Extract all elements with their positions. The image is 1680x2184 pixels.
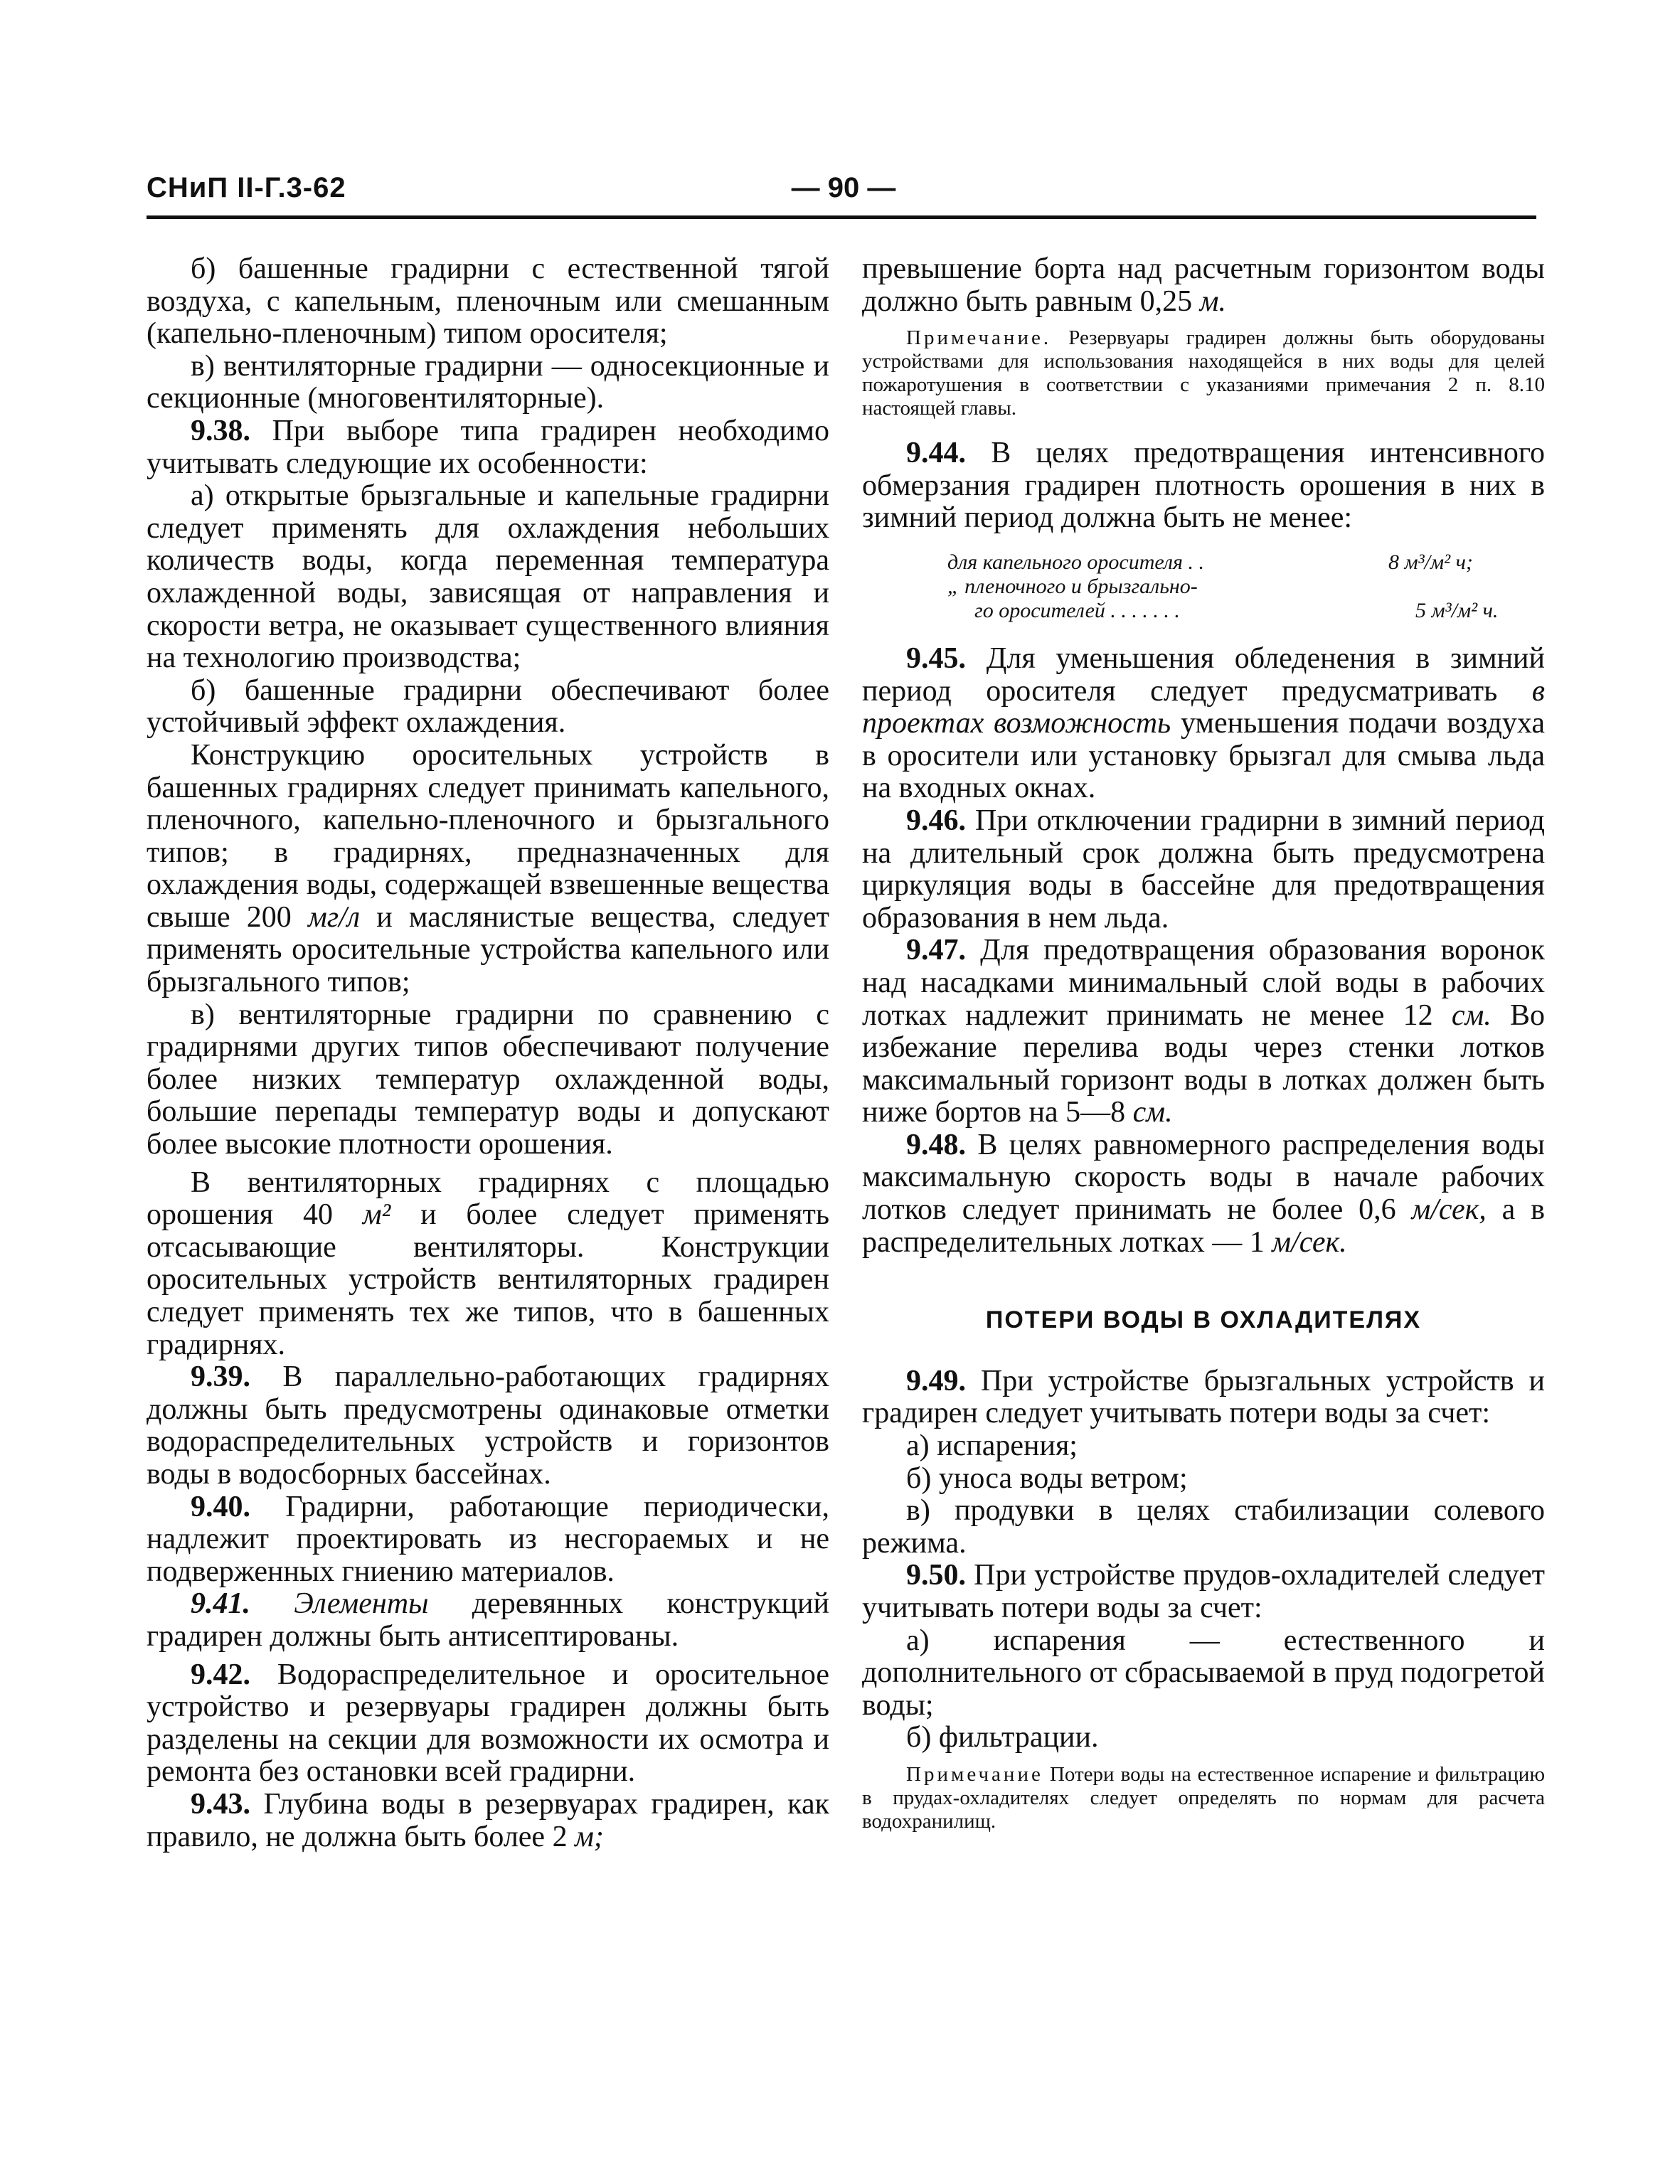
clause-number: 9.44.: [906, 437, 966, 470]
left-column: [147, 253, 829, 1853]
note: Примечание. Резервуары градирен должны быть оборудованы устройствами для использования находящейся в них воды для целей пожаротушения в соответствии с указаниями примечания 2 п. 8.10 настоящей главы.: [862, 326, 1546, 420]
clause-9-45: 9.45. Для уменьшения обледенения в зимний период оросителя следует предусматривать в проектах возможность уменьшения подачи воздуха в оросители или установку брызгал для смыва льда на входных окнах.: [862, 641, 1546, 805]
clause-number: 9.38.: [191, 414, 250, 447]
clause-9-50: 9.50. При устройстве прудов-охладителей следует учитывать потери воды за счет:: [862, 1559, 1546, 1624]
paragraph: б) башенные градирни обеспечивают более устойчивый эффект охлаждения.: [147, 673, 829, 740]
paragraph: в) вентиляторные градирни по сравнению с градирнями других типов обеспечивают получение более низких температур охлажденной воды, большие перепады температур воды и допускают более высокие плотности орошения.: [147, 998, 829, 1161]
note-label: Примечание.: [906, 326, 1052, 350]
paragraph: а) открытые брызгальные и капельные градирни следует применять для охлаждения небольших количеств воды, когда переменная температура охлажденной воды, зависящая от направления и скорости ветра, не оказывает существенного влияния на технологию производства;: [147, 479, 829, 675]
clause-9-48: 9.48. В целях равномерного распределения воды максимальную скорость воды в начале рабочих лотков следует принимать не более 0,6 м/сек, а в распределительных лотках — 1 м/сек.: [862, 1128, 1546, 1259]
clause-9-38: 9.38. При выборе типа градирен необходимо учитывать следующие их особенности:: [147, 414, 830, 480]
paragraph: В вентиляторных градирнях с площадью орошения 40 м² и более следует применять отсасывающие вентиляторы. Конструкции оросительных устройств вентиляторных градирен следует применять тех же типов, что в башенных градирнях.: [147, 1166, 830, 1361]
page-header: [147, 172, 1536, 218]
clause-number: 9.42.: [191, 1658, 250, 1691]
list-item: б) уноса воды ветром;: [906, 1461, 1188, 1495]
clause-number: 9.47.: [906, 934, 966, 967]
right-column: [862, 253, 1545, 1833]
header-rule: [147, 215, 1536, 219]
clause-9-46: 9.46. При отключении градирни в зимний период на длительный срок должна быть предусмотрена циркуляция воды в бассейне для предотвращения образования в нем льда.: [862, 804, 1545, 934]
list-item: а) испарения — естественного и дополнительного от сбрасываемой в пруд подогретой воды;: [862, 1624, 1545, 1722]
paragraph: в) вентиляторные градирни — односекционные и секционные (многовентиляторные).: [147, 349, 829, 415]
clause-9-39: 9.39. В параллельно-работающих градирнях должны быть предусмотрены одинаковые отметки водораспределительных устройств и горизонтов воды в водосборных бассейнах.: [147, 1360, 830, 1491]
norm-row: „ пленочного и брызгально-: [947, 574, 1198, 598]
paragraph: б) башенные градирни с естественной тягой воздуха, с капельным, пленочным или смешанным (капельно-пленочным) типом оросителя;: [147, 252, 829, 351]
list-item: а) испарения;: [906, 1429, 1078, 1463]
clause-number: 9.49.: [906, 1364, 966, 1397]
list-item: б) фильтрации.: [906, 1721, 1099, 1754]
clause-9-42: 9.42. Водораспределительное и оросительное устройство и резервуары градирен должны быть разделены на секции для возможности их осмотра и ремонта без остановки всей градирни.: [147, 1658, 830, 1789]
clause-number: 9.40.: [191, 1490, 250, 1523]
clause-9-44: 9.44. В целях предотвращения интенсивного обмерзания градирен плотность орошения в них в зимний период должна быть не менее:: [862, 437, 1546, 535]
norms-list: [947, 550, 1545, 623]
clause-9-47: 9.47. Для предотвращения образования воронок над насадками минимальный слой воды в рабочих лотках надлежит принимать не менее 12 см. Во избежание перелива воды через стенки лотков максимальный горизонт воды в лотках должен быть ниже бортов на 5—8 см.: [862, 934, 1546, 1129]
page-number: — 90 —: [791, 172, 896, 203]
clause-number: 9.48.: [906, 1128, 966, 1161]
norm-row: для капельного оросителя . . 8 м³/м² ч;: [947, 550, 1473, 574]
clause-9-43: 9.43. Глубина воды в резервуарах градирен, как правило, не должна быть более 2 м;: [147, 1787, 829, 1853]
paragraph: Конструкцию оросительных устройств в башенных градирнях следует принимать капельного, пленочного, капельно-пленочного и брызгального типов; в градирнях, предназначенных для охлаждения воды, содержащей взвешенные вещества свыше 200 мг/л и маслянистые вещества, следует применять оросительные устройства капельного или брызгального типов;: [147, 738, 829, 999]
clause-number: 9.50.: [906, 1559, 966, 1592]
clause-number: 9.43.: [191, 1787, 250, 1821]
clause-number: 9.41.: [191, 1587, 250, 1621]
note: Примечание Потери воды на естественное испарение и фильтрацию в прудах-охладителях следует определять по нормам для расчета водохранилищ.: [862, 1762, 1545, 1833]
clause-9-40: 9.40. Градирни, работающие периодически, надлежит проектировать из несгораемых и не подверженных гниению материалов.: [147, 1490, 829, 1588]
paragraph: превышение борта над расчетным горизонтом воды должно быть равным 0,25 м.: [862, 252, 1545, 318]
note-label: Примечание: [906, 1762, 1043, 1786]
list-item: в) продувки в целях стабилизации солевого режима.: [862, 1494, 1545, 1560]
clause-9-41: 9.41. Элементы деревянных конструкций градирен должны быть антисептированы.: [147, 1587, 829, 1653]
clause-number: 9.39.: [191, 1360, 250, 1394]
clause-number: 9.46.: [906, 804, 966, 837]
norm-row: го оросителей . . . . . . . 5 м³/м² ч.: [974, 598, 1499, 622]
running-title: СНиП II-Г.3-62: [147, 172, 346, 203]
clause-number: 9.45.: [906, 641, 966, 675]
section-heading: ПОТЕРИ ВОДЫ В ОХЛАДИТЕЛЯХ: [985, 1306, 1422, 1334]
clause-9-49: 9.49. При устройстве брызгальных устройств и градирен следует учитывать потери воды за счет:: [862, 1364, 1546, 1430]
